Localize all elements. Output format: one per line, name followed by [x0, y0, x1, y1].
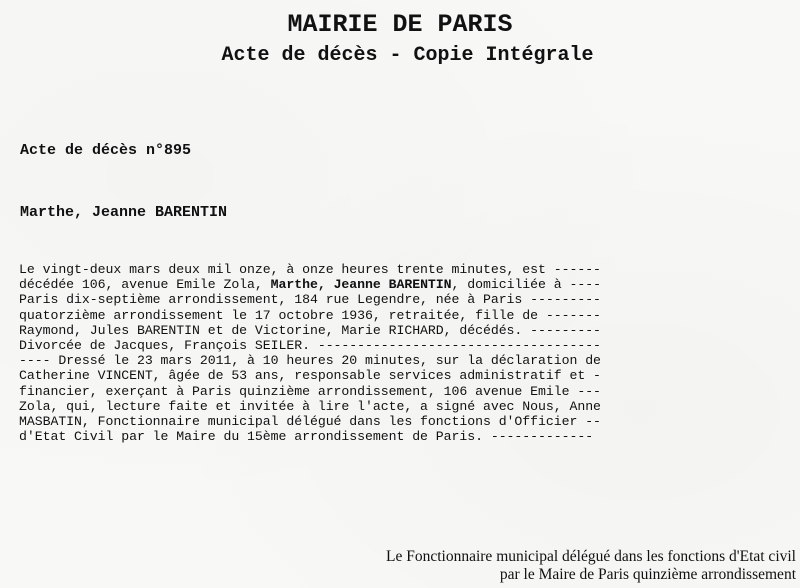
body-text-segment: quatorzième arrondissement le 17 octobre 1936, retraitée, fille de -------: [19, 307, 601, 323]
body-text-segment: , domiciliée à ----: [451, 277, 601, 293]
body-text-segment: financier, exerçant à Paris quinzième arrondissement, 106 avenue Emile ---: [19, 383, 601, 399]
body-text-segment: d'Etat Civil par le Maire du 15ème arrondissement de Paris. -------------: [19, 429, 594, 445]
body-line: [19, 338, 799, 353]
act-number: Acte de décès n°895: [20, 142, 192, 159]
body-line: [19, 429, 799, 444]
body-text-segment: ---- Dressé le 23 mars 2011, à 10 heures 20 minutes, sur la déclaration de: [19, 353, 601, 369]
body-text-segment: Zola, qui, lecture faite et invitée à lire l'acte, a signé avec Nous, Anne: [19, 398, 601, 414]
signature-line-1: Le Fonctionnaire municipal délégué dans les fonctions d'Etat civil: [386, 548, 796, 565]
signature-block: [386, 548, 796, 584]
body-line: [19, 368, 799, 383]
body-line: [19, 384, 799, 399]
body-text-segment: Divorcée de Jacques, François SEILER. ------------------------------------: [19, 338, 601, 354]
document-subtitle: Acte de décès - Copie Intégrale: [221, 44, 594, 67]
body-line: [19, 353, 799, 368]
body-text-segment: décédée 106, avenue Emile Zola,: [19, 277, 271, 293]
body-text-segment: Le vingt-deux mars deux mil onze, à onze heures trente minutes, est ------: [19, 262, 601, 277]
body-line: [19, 323, 799, 338]
deceased-name: Marthe, Jeanne BARENTIN: [20, 204, 228, 221]
body-text-segment: Paris dix-septième arrondissement, 184 rue Legendre, née à Paris ---------: [19, 292, 601, 308]
body-line: [19, 399, 799, 414]
document-title: MAIRIE DE PARIS: [287, 10, 513, 39]
signature-line-2: par le Maire de Paris quinzième arrondissement: [499, 566, 796, 583]
body-line: [19, 292, 799, 307]
body-text-segment: Raymond, Jules BARENTIN et de Victorine, Marie RICHARD, décédés. ---------: [19, 322, 601, 338]
act-body-text: [19, 262, 799, 444]
body-line: [19, 262, 799, 277]
body-text-segment: MASBATIN, Fonctionnaire municipal délégué dans les fonctions d'Officier --: [19, 414, 601, 430]
body-text-segment: Catherine VINCENT, âgée de 53 ans, responsable services administratif et -: [19, 368, 601, 384]
body-bold-name: Marthe, Jeanne BARENTIN: [270, 277, 452, 293]
body-line: [19, 277, 799, 292]
body-line: [19, 308, 799, 323]
body-line: [19, 414, 799, 429]
